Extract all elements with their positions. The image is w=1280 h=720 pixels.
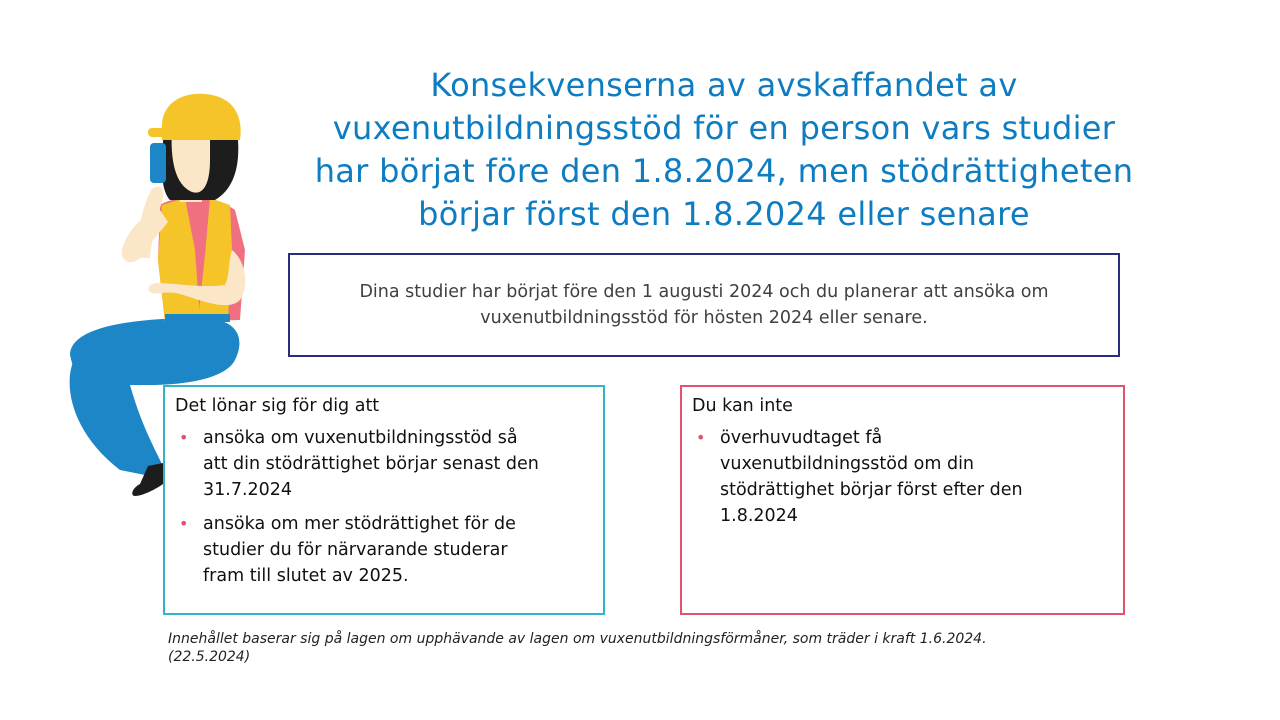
list-item-line: ansöka om mer stödrättighet för de <box>203 514 516 534</box>
list-item-line: ansöka om vuxenutbildningsstöd så <box>203 428 518 448</box>
intro-text <box>359 279 1048 331</box>
list-item-line: stödrättighet börjar först efter den <box>720 480 1023 500</box>
title-line: vuxenutbildningsstöd för en person vars studier <box>332 109 1116 147</box>
list-item <box>175 425 593 503</box>
list-item <box>692 425 1113 529</box>
page-title <box>262 64 1186 236</box>
restrictions-box <box>680 385 1125 615</box>
bullet-icon: • <box>179 428 189 447</box>
title-line: börjar först den 1.8.2024 eller senare <box>418 195 1030 233</box>
footnote <box>168 630 987 666</box>
list-item-line: 31.7.2024 <box>203 480 293 500</box>
list-item <box>175 511 593 589</box>
bullet-icon: • <box>696 428 706 447</box>
list-item-line: överhuvudtaget få <box>720 428 883 448</box>
list-item-line: 1.8.2024 <box>720 506 798 526</box>
recommendations-list <box>175 425 593 589</box>
restrictions-list <box>692 425 1113 529</box>
intro-line: Dina studier har börjat före den 1 augusti 2024 och du planerar att ansöka om <box>359 282 1049 302</box>
footnote-line: (22.5.2024) <box>168 649 251 665</box>
title-line: Konsekvenserna av avskaffandet av <box>430 66 1018 104</box>
list-item-line: att din stödrättighet börjar senast den <box>203 454 539 474</box>
list-item-line: fram till slutet av 2025. <box>203 566 409 586</box>
list-item-line: vuxenutbildningsstöd om din <box>720 454 975 474</box>
footnote-line: Innehållet baserar sig på lagen om upphävande av lagen om vuxenutbildningsförmåner, som träder i kraft 1.6.2024. <box>168 631 987 647</box>
restrictions-heading: Du kan inte <box>692 396 793 416</box>
recommendations-heading: Det lönar sig för dig att <box>175 396 380 416</box>
title-line: har börjat före den 1.8.2024, men stödrättigheten <box>314 152 1134 190</box>
list-item-line: studier du för närvarande studerar <box>203 540 508 560</box>
intro-box <box>288 253 1120 357</box>
bullet-icon: • <box>179 514 189 533</box>
intro-line: vuxenutbildningsstöd för hösten 2024 eller senare. <box>480 308 928 328</box>
recommendations-box <box>163 385 605 615</box>
